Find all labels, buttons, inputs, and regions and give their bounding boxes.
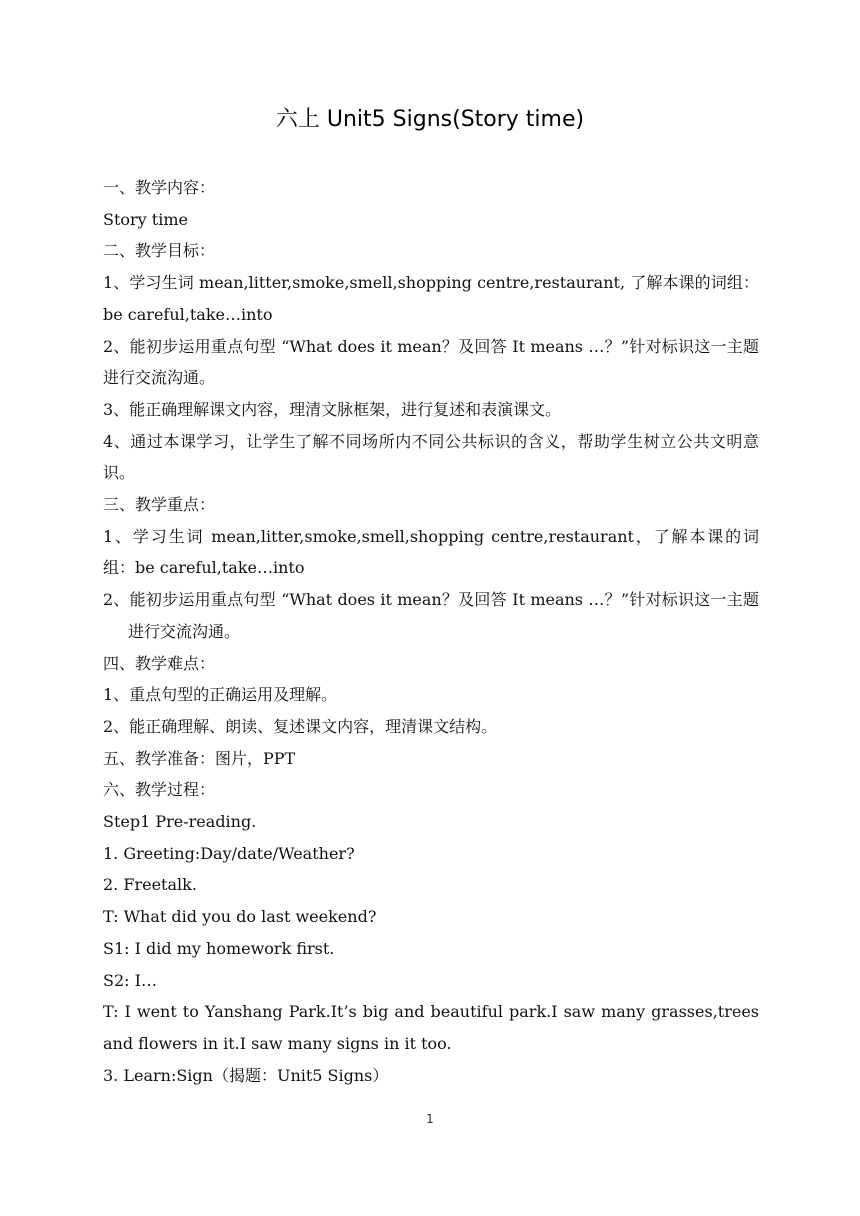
objective-item: 1、学习生词 mean,litter,smoke,smell,shopping centre,restaurant, 了解本课的词组：be careful,take…into <box>103 273 759 324</box>
section-heading: 五、教学准备：图片，PPT <box>103 748 296 768</box>
document-title: 六上 Unit5 Signs(Story time) <box>275 107 585 132</box>
key-point-item: 1、学习生词 mean,litter,smoke,smell,shopping centre,restaurant，了解本课的词组：be careful,take…into <box>103 526 759 578</box>
document-body <box>103 172 759 1091</box>
objective-item: 2、能初步运用重点句型 “What does it mean？及回答 It means …？”针对标识这一主题进行交流沟通。 <box>103 336 759 388</box>
section-heading: 三、教学重点： <box>103 495 216 515</box>
dialog-line: T: What did you do last weekend? <box>103 907 377 927</box>
page-number: 1 <box>426 1112 434 1126</box>
dialog-line: S1: I did my homework first. <box>103 938 335 958</box>
dialog-line: T: I went to Yanshang Park.It’s big and beautiful park.I saw many grasses,trees and flowers in it.I saw many signs in it too. <box>103 1002 759 1053</box>
objective-item: 4、通过本课学习，让学生了解不同场所内不同公共标识的含义，帮助学生树立公共文明意识。 <box>103 431 759 483</box>
step-heading: Step1 Pre-reading. <box>103 812 257 832</box>
section-heading: 四、教学难点： <box>103 653 216 673</box>
paragraph: Story time <box>103 209 188 229</box>
difficulty-item: 2、能正确理解、朗读、复述课文内容，理清课文结构。 <box>103 716 498 736</box>
step-item: 2. Freetalk. <box>103 875 197 895</box>
dialog-line: S2: I… <box>103 970 157 990</box>
key-point-item: 2、能初步运用重点句型 “What does it mean？及回答 It means …？”针对标识这一主题进行交流沟通。 <box>103 590 759 641</box>
section-heading: 六、教学过程： <box>103 780 216 800</box>
step-item: 3. Learn:Sign（揭题：Unit5 Signs） <box>103 1065 389 1085</box>
step-item: 1. Greeting:Day/date/Weather? <box>103 843 355 863</box>
section-heading: 一、教学内容： <box>103 178 216 197</box>
difficulty-item: 1、重点句型的正确运用及理解。 <box>103 685 338 705</box>
section-heading: 二、教学目标： <box>103 241 216 261</box>
objective-item: 3、能正确理解课文内容，理清文脉框架，进行复述和表演课文。 <box>103 399 562 419</box>
